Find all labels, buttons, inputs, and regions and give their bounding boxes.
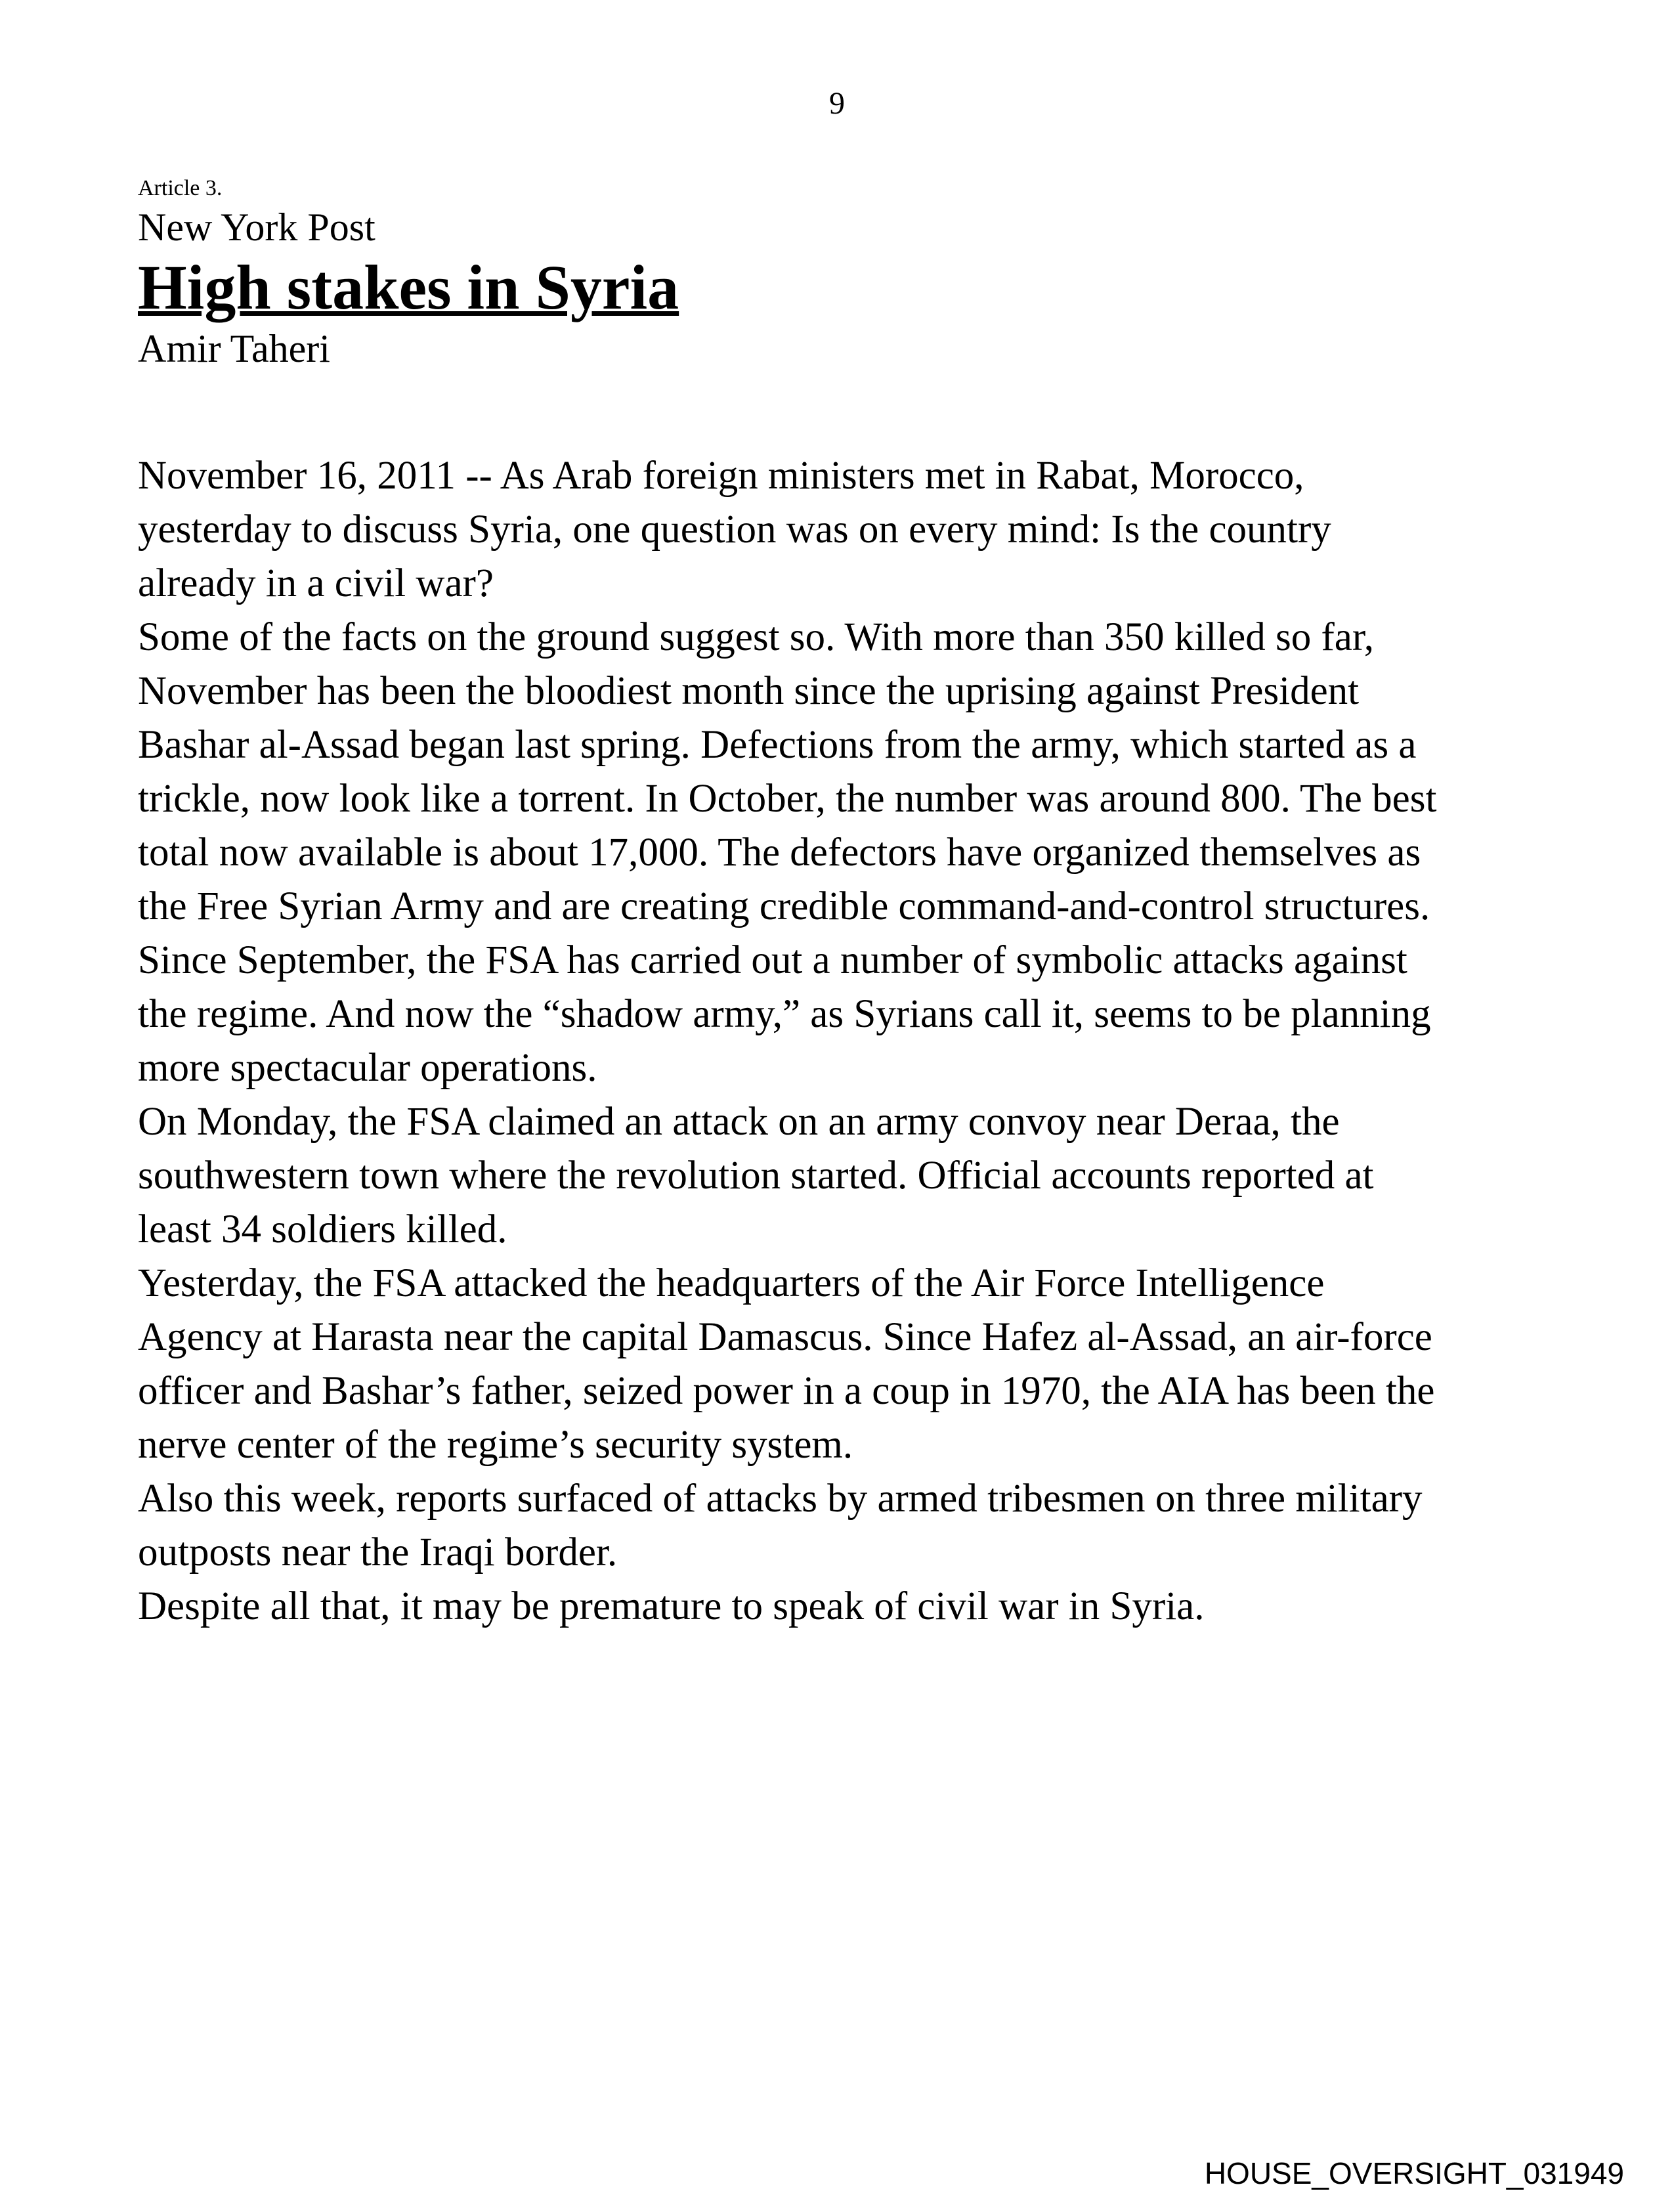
article-label: Article 3. — [138, 176, 223, 200]
article-byline: Amir Taheri — [138, 326, 330, 370]
article-source: New York Post — [138, 206, 376, 249]
paragraph: Also this week, reports surfaced of attacks by armed tribesmen on three military outposts near the Iraqi border. — [138, 1476, 1423, 1574]
article-title: High stakes in Syria — [138, 252, 679, 322]
paragraph: Since September, the FSA has carried out a number of symbolic attacks against the regime. And now the “shadow army,” as Syrians call it, seems to be planning more spectacular operations. — [138, 938, 1431, 1090]
page-number: 9 — [829, 86, 845, 121]
paragraph: On Monday, the FSA claimed an attack on an army convoy near Deraa, the southwestern town where the revolution started. Official accounts reported at least 34 soldiers killed. — [138, 1099, 1374, 1251]
paragraph: Yesterday, the FSA attacked the headquarters of the Air Force Intelligence Agency at Harasta near the capital Damascus. Since Hafez al-Assad, an air-force officer and Bashar’s father, seized power in a coup in 1970, the AIA has been the nerve center of the regime’s security system. — [138, 1261, 1435, 1467]
article — [138, 176, 1444, 1634]
paragraph: November 16, 2011 -- As Arab foreign ministers met in Rabat, Morocco, yesterday to discuss Syria, one question was on every mind: Is the country already in a civil war? — [138, 453, 1331, 605]
paragraph: Some of the facts on the ground suggest so. With more than 350 killed so far, November has been the bloodiest month since the uprising against President Bashar al-Assad began last spring. Defections from the army, which started as a trickle, now look like a torrent. In October, the number was around 800. The best total now available is about 17,000. The defectors have organized themselves as the Free Syrian Army and are creating credible command-and-control structures. — [138, 615, 1437, 928]
article-body — [138, 449, 1444, 1634]
footer-bates-number: HOUSE_OVERSIGHT_031949 — [1204, 2156, 1624, 2190]
paragraph: Despite all that, it may be premature to speak of civil war in Syria. — [138, 1584, 1205, 1628]
